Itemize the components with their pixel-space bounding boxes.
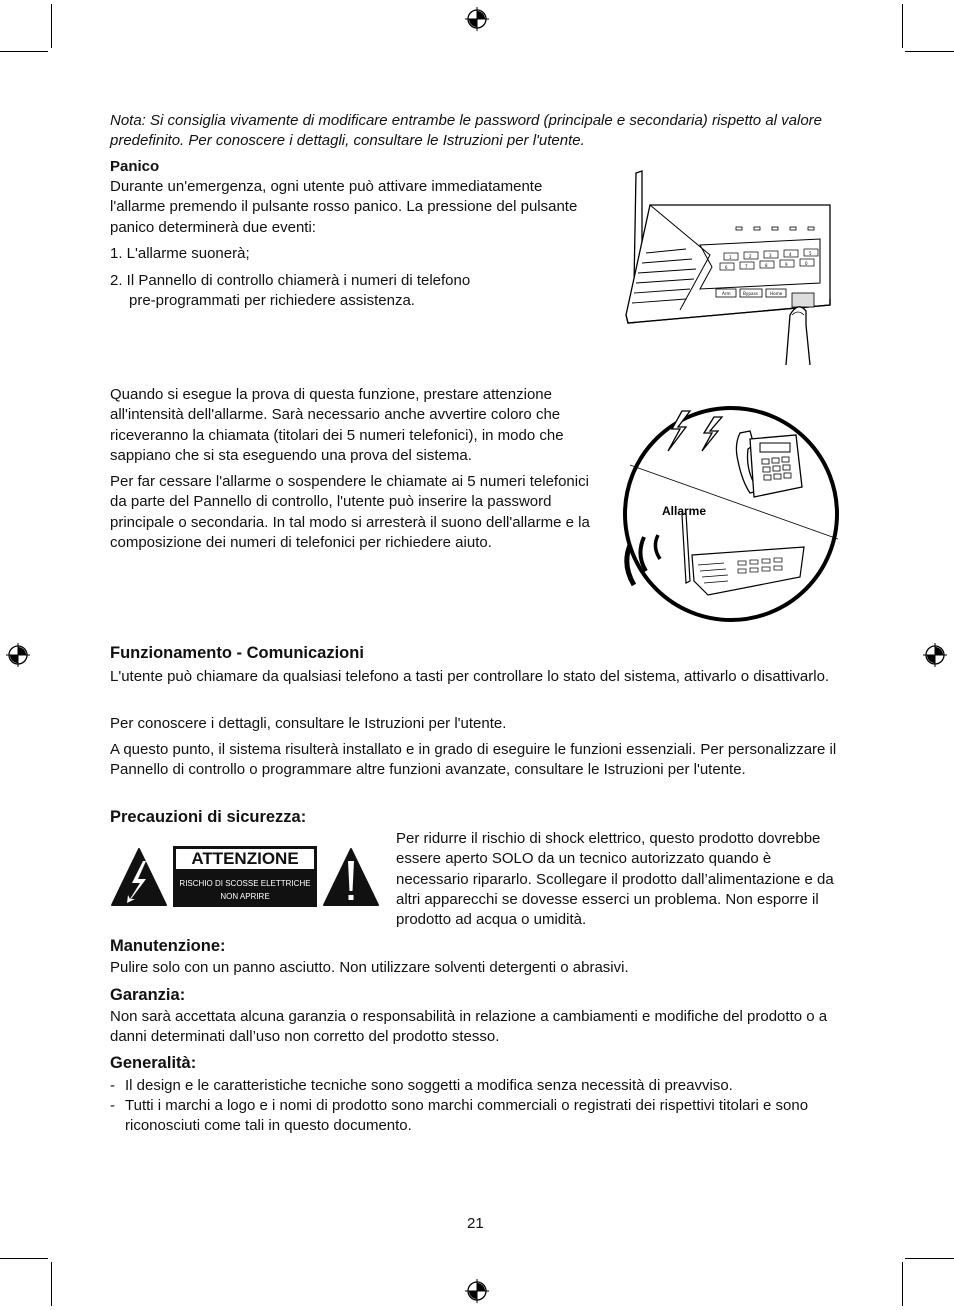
panic-item-2a: 2. Il Pannello di controllo chiamerà i numeri di telefono bbox=[110, 272, 471, 289]
home-label: Home bbox=[770, 291, 783, 296]
key-label: 5 bbox=[809, 251, 812, 256]
crop-mark bbox=[905, 1258, 954, 1259]
key-label: 9 bbox=[785, 262, 788, 267]
crop-mark bbox=[51, 1262, 52, 1306]
general-title: Generalità: bbox=[110, 1054, 197, 1072]
safety-text: Per ridurre il rischio di shock elettrico, questo prodotto dovrebbe essere aperto SOLO da un tecnico autorizzato quando è necessario ripararlo. Scollegare il prodotto dall’alimentazione e da altri apparecchi se dovesse esserci un problema. Non esporre il prodotto ad acqua o umidità. bbox=[396, 830, 834, 929]
key-label: 3 bbox=[769, 253, 772, 258]
control-panel-illustration bbox=[620, 165, 835, 365]
comms-p3: A questo punto, il sistema risulterà installato e in grado di eseguire le funzioni essenziali. Per personalizzare il Pannello di controllo o programmare altre funzioni avanzate, consultare le Istruzioni per l'utente. bbox=[110, 741, 837, 779]
registration-mark-icon bbox=[923, 643, 947, 667]
panic-item-1: 1. L'allarme suonerà; bbox=[110, 245, 250, 262]
warranty-text: Non sarà accettata alcuna garanzia o responsabilità in relazione a cambiamenti e modifiche del prodotto o a danni determinati dall’uso non corretto del prodotto stesso. bbox=[110, 1008, 828, 1046]
page-number: 21 bbox=[467, 1215, 484, 1232]
comms-p2: Per conoscere i dettagli, consultare le Istruzioni per l'utente. bbox=[110, 715, 507, 732]
key-label: 8 bbox=[765, 263, 768, 268]
registration-mark-icon bbox=[465, 1279, 489, 1303]
crop-mark bbox=[0, 51, 48, 52]
key-label: 6 bbox=[725, 265, 728, 270]
test-para-2: Per far cessare l'allarme o sospendere le chiamate ai 5 numeri telefonici da parte del Pannello di controllo, l'utente può inserire la password principale o secondaria. In tal modo si arresterà il suono dell'allarme e la composizione dei numeri di telefonici per richiedere aiuto. bbox=[110, 473, 590, 551]
comms-title: Funzionamento - Comunicazioni bbox=[110, 644, 364, 662]
safety-title: Precauzioni di sicurezza: bbox=[110, 808, 307, 826]
key-label: 2 bbox=[749, 254, 752, 259]
lightning-warning-icon bbox=[110, 847, 168, 909]
crop-mark bbox=[902, 1262, 903, 1306]
maintenance-text: Pulire solo con un panno asciutto. Non utilizzare solventi detergenti o abrasivi. bbox=[110, 959, 629, 976]
general-dash-2: - bbox=[110, 1097, 115, 1114]
test-para-1: Quando si esegue la prova di questa funzione, prestare attenzione all'intensità dell'allarme. Sarà necessario anche avvertire coloro che riceveranno la chiamata (titolari dei 5 numeri telefonici), in modo che sappiano che si sta eseguendo una prova del sistema. bbox=[110, 386, 564, 464]
general-item-2: Tutti i marchi a logo e i nomi di prodotto sono marchi commerciali o registrati dei rispettivi titolari e sono riconosciuti come tali in questo documento. bbox=[125, 1097, 809, 1135]
exclamation-warning-icon bbox=[322, 847, 380, 909]
key-label: 4 bbox=[789, 252, 792, 257]
warning-line-2: NON APRIRE bbox=[220, 892, 270, 901]
panic-title: Panico bbox=[110, 158, 160, 175]
key-label: 7 bbox=[745, 264, 748, 269]
crop-mark bbox=[51, 4, 52, 48]
key-label: 1 bbox=[729, 255, 732, 260]
warning-title: ATTENZIONE bbox=[176, 849, 314, 869]
warning-line-1: RISCHIO DI SCOSSE ELETTRICHE bbox=[179, 879, 311, 888]
alarm-illustration bbox=[620, 405, 850, 625]
bypass-label: Bypass bbox=[743, 291, 758, 296]
registration-mark-icon bbox=[6, 643, 30, 667]
warranty-title: Garanzia: bbox=[110, 986, 186, 1004]
warning-label bbox=[173, 846, 317, 907]
general-item-1: Il design e le caratteristiche tecniche sono soggetti a modifica senza necessità di preavviso. bbox=[125, 1077, 733, 1094]
maintenance-title: Manutenzione: bbox=[110, 937, 226, 955]
comms-p1: L'utente può chiamare da qualsiasi telefono a tasti per controllare lo stato del sistema, attivarlo o disattivarlo. bbox=[110, 668, 830, 685]
key-label: 0 bbox=[805, 261, 808, 266]
alarm-label: Allarme bbox=[662, 504, 707, 518]
crop-mark bbox=[902, 4, 903, 48]
general-dash-1: - bbox=[110, 1077, 115, 1094]
arm-label: Arm bbox=[722, 291, 731, 296]
panic-item-2b: pre-programmati per richiedere assistenza. bbox=[129, 292, 415, 309]
panic-intro: Durante un'emergenza, ogni utente può attivare immediatamente l'allarme premendo il pulsante rosso panico. La pressione del pulsante panico determinerà due eventi: bbox=[110, 178, 578, 236]
note-text: Nota: Si consiglia vivamente di modificare entrambe le password (principale e secondaria) rispetto al valore predefinito. Per conoscere i dettagli, consultare le Istruzioni per l'utente. bbox=[110, 112, 823, 150]
registration-mark-icon bbox=[465, 7, 489, 31]
crop-mark bbox=[0, 1258, 48, 1259]
crop-mark bbox=[905, 51, 954, 52]
